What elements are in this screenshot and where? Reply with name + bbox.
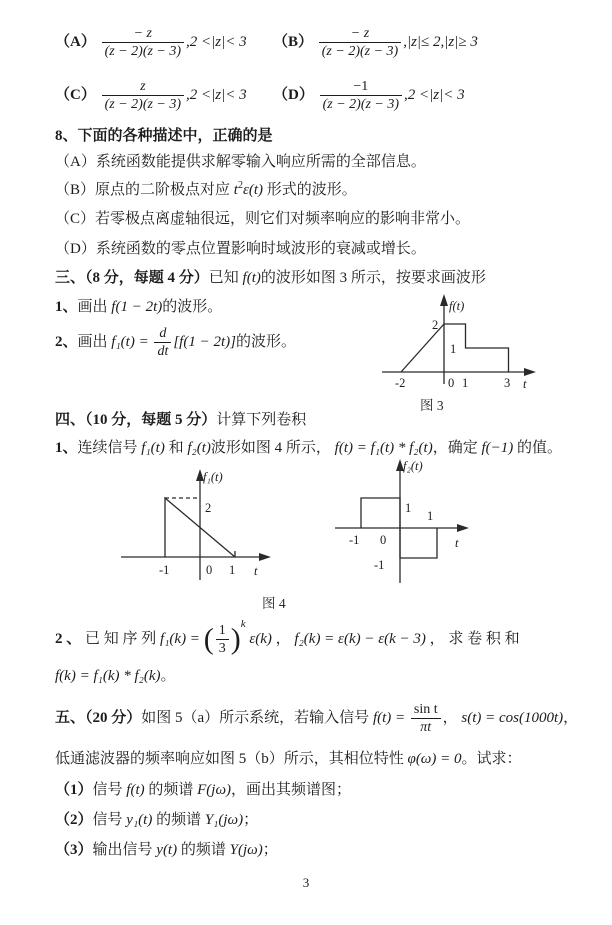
text: ，: [442, 710, 462, 727]
section-5-heading: [55, 702, 578, 735]
derivative-fraction: [154, 326, 171, 359]
math-ft: f(t) =: [372, 710, 409, 727]
z-option-b: [273, 26, 478, 59]
text: 的频谱: [177, 842, 230, 858]
fig3-tick-3: 3: [504, 376, 511, 390]
text: 画出: [77, 299, 112, 315]
text: 连续信号: [77, 440, 142, 456]
text: 的频谱: [144, 782, 198, 798]
math-fm1: f(−1): [481, 440, 514, 456]
item-number: 1、: [55, 299, 78, 315]
fig3-xlabel: t: [523, 377, 527, 391]
figure3-caption: 图 3: [420, 398, 444, 413]
fraction: [320, 79, 402, 112]
one-third-fraction: [216, 623, 229, 656]
section-3-item-2: [55, 326, 296, 359]
math-ft: f(t): [242, 270, 261, 286]
text: 信号: [92, 812, 127, 828]
fig3-ylabel: f(t): [449, 299, 465, 313]
math-f2k: f₂(k) = ε(k) − ε(k − 3): [294, 631, 426, 647]
math-Fjw: F(jω): [197, 782, 232, 798]
z-option-d: [273, 79, 465, 112]
section-3-item-1: [55, 297, 222, 317]
fig4b-xlabel: t: [455, 536, 459, 550]
text: 画出: [77, 334, 112, 351]
fig4b-x-arrow: [457, 524, 469, 532]
numerator: d: [154, 326, 171, 343]
fig4a-x-arrow: [259, 553, 271, 561]
fig4a-tick-0: 0: [206, 563, 213, 577]
math-epsk: ε(k): [245, 631, 272, 647]
z-option-c: [55, 79, 247, 112]
text: ，画出其频谱图；: [231, 782, 352, 798]
left-paren: (: [203, 622, 214, 656]
text: ，: [271, 631, 295, 647]
right-paren: ): [230, 622, 241, 656]
text: 和: [164, 440, 188, 456]
text: 已知: [208, 270, 243, 286]
item-number: 2 、: [55, 631, 86, 647]
math-t: t: [233, 182, 238, 198]
math-f1k: f₁(k) =: [160, 631, 204, 647]
fraction: [319, 26, 401, 59]
fig4b-ylabel: f₂(t): [403, 459, 423, 473]
option-label: （C）: [55, 87, 96, 104]
section-4-heading: [55, 410, 306, 430]
fig3-tick-m2: -2: [395, 376, 406, 390]
question-8-option-a: （A）系统函数能提供求解零输入响应所需的全部信息。: [55, 154, 426, 170]
denominator: 3: [218, 641, 226, 657]
math-f1t: f₁(t): [141, 440, 165, 456]
numerator: −1: [320, 79, 402, 96]
option-label: （A）: [55, 34, 96, 51]
fig4a-tick-1: 1: [229, 563, 236, 577]
text: 。: [160, 668, 176, 684]
text: 的波形。: [235, 334, 296, 351]
roc-condition: ,2 <|z|< 3: [186, 87, 247, 104]
text: 形式的波形。: [263, 182, 357, 198]
item-number: 2、: [55, 334, 78, 351]
fig3-value-1: 1: [450, 342, 457, 356]
item-number: （1）: [55, 782, 93, 798]
numerator: 1: [216, 623, 229, 640]
question-8-option-d: （D）系统函数的零点位置影响时域波形的衰减或增长。: [55, 241, 426, 257]
text: ；: [243, 812, 259, 828]
section-5-item-1: [55, 780, 351, 800]
sinc-fraction: [411, 702, 441, 735]
item-number: 1、: [55, 440, 78, 456]
text: 的频谱: [152, 812, 205, 828]
text: 波形如图 4 所示，: [210, 440, 335, 456]
figure4-right-plot: [333, 456, 533, 591]
text: 。试求：: [461, 751, 522, 767]
denominator: dt: [157, 344, 169, 360]
figure3-plot: [378, 292, 548, 400]
item-number: （3）: [55, 842, 93, 858]
math-f1m2t: f(1 − 2t): [111, 299, 163, 315]
denominator: πt: [420, 720, 432, 736]
heading-score: 四、（10 分，每题 5 分）: [55, 412, 217, 428]
text: （B）原点的二阶极点对应: [55, 182, 234, 198]
denominator: (z − 2)(z − 3): [322, 97, 400, 113]
section-3-heading: [55, 268, 486, 288]
math-st: s(t) = cos(1000t): [461, 710, 564, 727]
heading-score: 三、（8 分，每题 4 分）: [55, 270, 209, 286]
question-8-option-c: （C）若零极点离虚轴很远，则它们对频率响应的影响非常小。: [55, 211, 471, 227]
text: ，确定: [432, 440, 482, 456]
fraction: [102, 26, 184, 59]
text: 的波形。: [162, 299, 223, 315]
superscript-2: 2: [237, 180, 243, 191]
denominator: (z − 2)(z − 3): [321, 44, 399, 60]
math-convolution: f(t) = f₁(t) * f₂(t): [334, 440, 433, 456]
text: 信号: [92, 782, 127, 798]
numerator: z: [102, 79, 184, 96]
text: ，: [563, 710, 579, 727]
fig3-tick-1: 1: [462, 376, 469, 390]
roc-condition: ,|z|≤ 2,|z|≥ 3: [403, 34, 478, 51]
math-f2t: f₂(t): [187, 440, 211, 456]
fig3-value-2: 2: [432, 318, 439, 332]
section-5-item-2: [55, 810, 258, 830]
text: 已 知 序 列: [85, 631, 161, 647]
fraction: [102, 79, 184, 112]
text: ；: [262, 842, 278, 858]
text: 低通滤波器的频率响应如图 5（b）所示，其相位特性: [55, 751, 408, 767]
z-option-a: [55, 26, 247, 59]
fig4a-tick-m1: -1: [159, 563, 170, 577]
option-label: （D）: [273, 87, 314, 104]
text: 的值。: [513, 440, 562, 456]
math-phase: φ(ω) = 0: [407, 751, 462, 767]
numerator: sin t: [411, 702, 441, 719]
math-convolution-sum: f(k) = f₁(k) * f₂(k): [55, 668, 161, 684]
math-Y1jw: Y₁(jω): [204, 812, 244, 828]
fig4a-ylabel: f₁(t): [203, 470, 223, 484]
numerator: − z: [319, 26, 401, 43]
heading-score: 五、（20 分）: [55, 710, 142, 727]
fig4b-tick-1: 1: [427, 509, 434, 523]
section-5-line-2: [55, 749, 522, 769]
text: 如图 5（a）所示系统，若输入信号: [141, 710, 373, 727]
fig3-y-arrow: [440, 294, 448, 306]
question-8-stem: 8、下面的各种描述中，正确的是: [55, 128, 273, 144]
section-5-item-3: [55, 840, 278, 860]
math-Yjw: Y(jω): [229, 842, 263, 858]
math-ft: f(t): [126, 782, 145, 798]
text: ， 求 卷 积 和: [425, 631, 520, 647]
fig4a-xlabel: t: [254, 564, 258, 578]
fig4b-value-m1: -1: [374, 558, 385, 572]
exponent-k: k: [240, 618, 246, 630]
math-bracket: [f(1 − 2t)]: [173, 334, 236, 351]
question-8-option-b: [55, 179, 357, 200]
figure4-caption: 图 4: [262, 596, 286, 611]
fig3-x-arrow: [524, 368, 536, 376]
denominator: (z − 2)(z − 3): [104, 44, 182, 60]
fig4a-value-2: 2: [205, 501, 212, 515]
page-number: 3: [302, 875, 310, 890]
text: 计算下列卷积: [216, 412, 307, 428]
math-y1t: y₁(t): [126, 812, 153, 828]
text: 输出信号: [92, 842, 157, 858]
math-yt: y(t): [156, 842, 178, 858]
fig4b-value-1: 1: [405, 501, 412, 515]
numerator: − z: [102, 26, 184, 43]
section-4-item-2-line2: [55, 666, 176, 686]
text: 的波形如图 3 所示，按要求画波形: [260, 270, 486, 286]
fig4b-tick-0: 0: [380, 533, 387, 547]
denominator: (z − 2)(z − 3): [104, 97, 182, 113]
item-number: （2）: [55, 812, 93, 828]
math-epsilon: ε(t): [242, 182, 264, 198]
section-4-item-2: [55, 617, 520, 656]
figure4-left-plot: [93, 465, 283, 587]
option-label: （B）: [273, 34, 314, 51]
roc-condition: ,2 <|z|< 3: [186, 34, 247, 51]
roc-condition: ,2 <|z|< 3: [404, 87, 465, 104]
fig3-tick-0: 0: [448, 376, 455, 390]
fig4b-tick-m1: -1: [349, 533, 360, 547]
math-f1t: f₁(t) =: [111, 334, 153, 351]
